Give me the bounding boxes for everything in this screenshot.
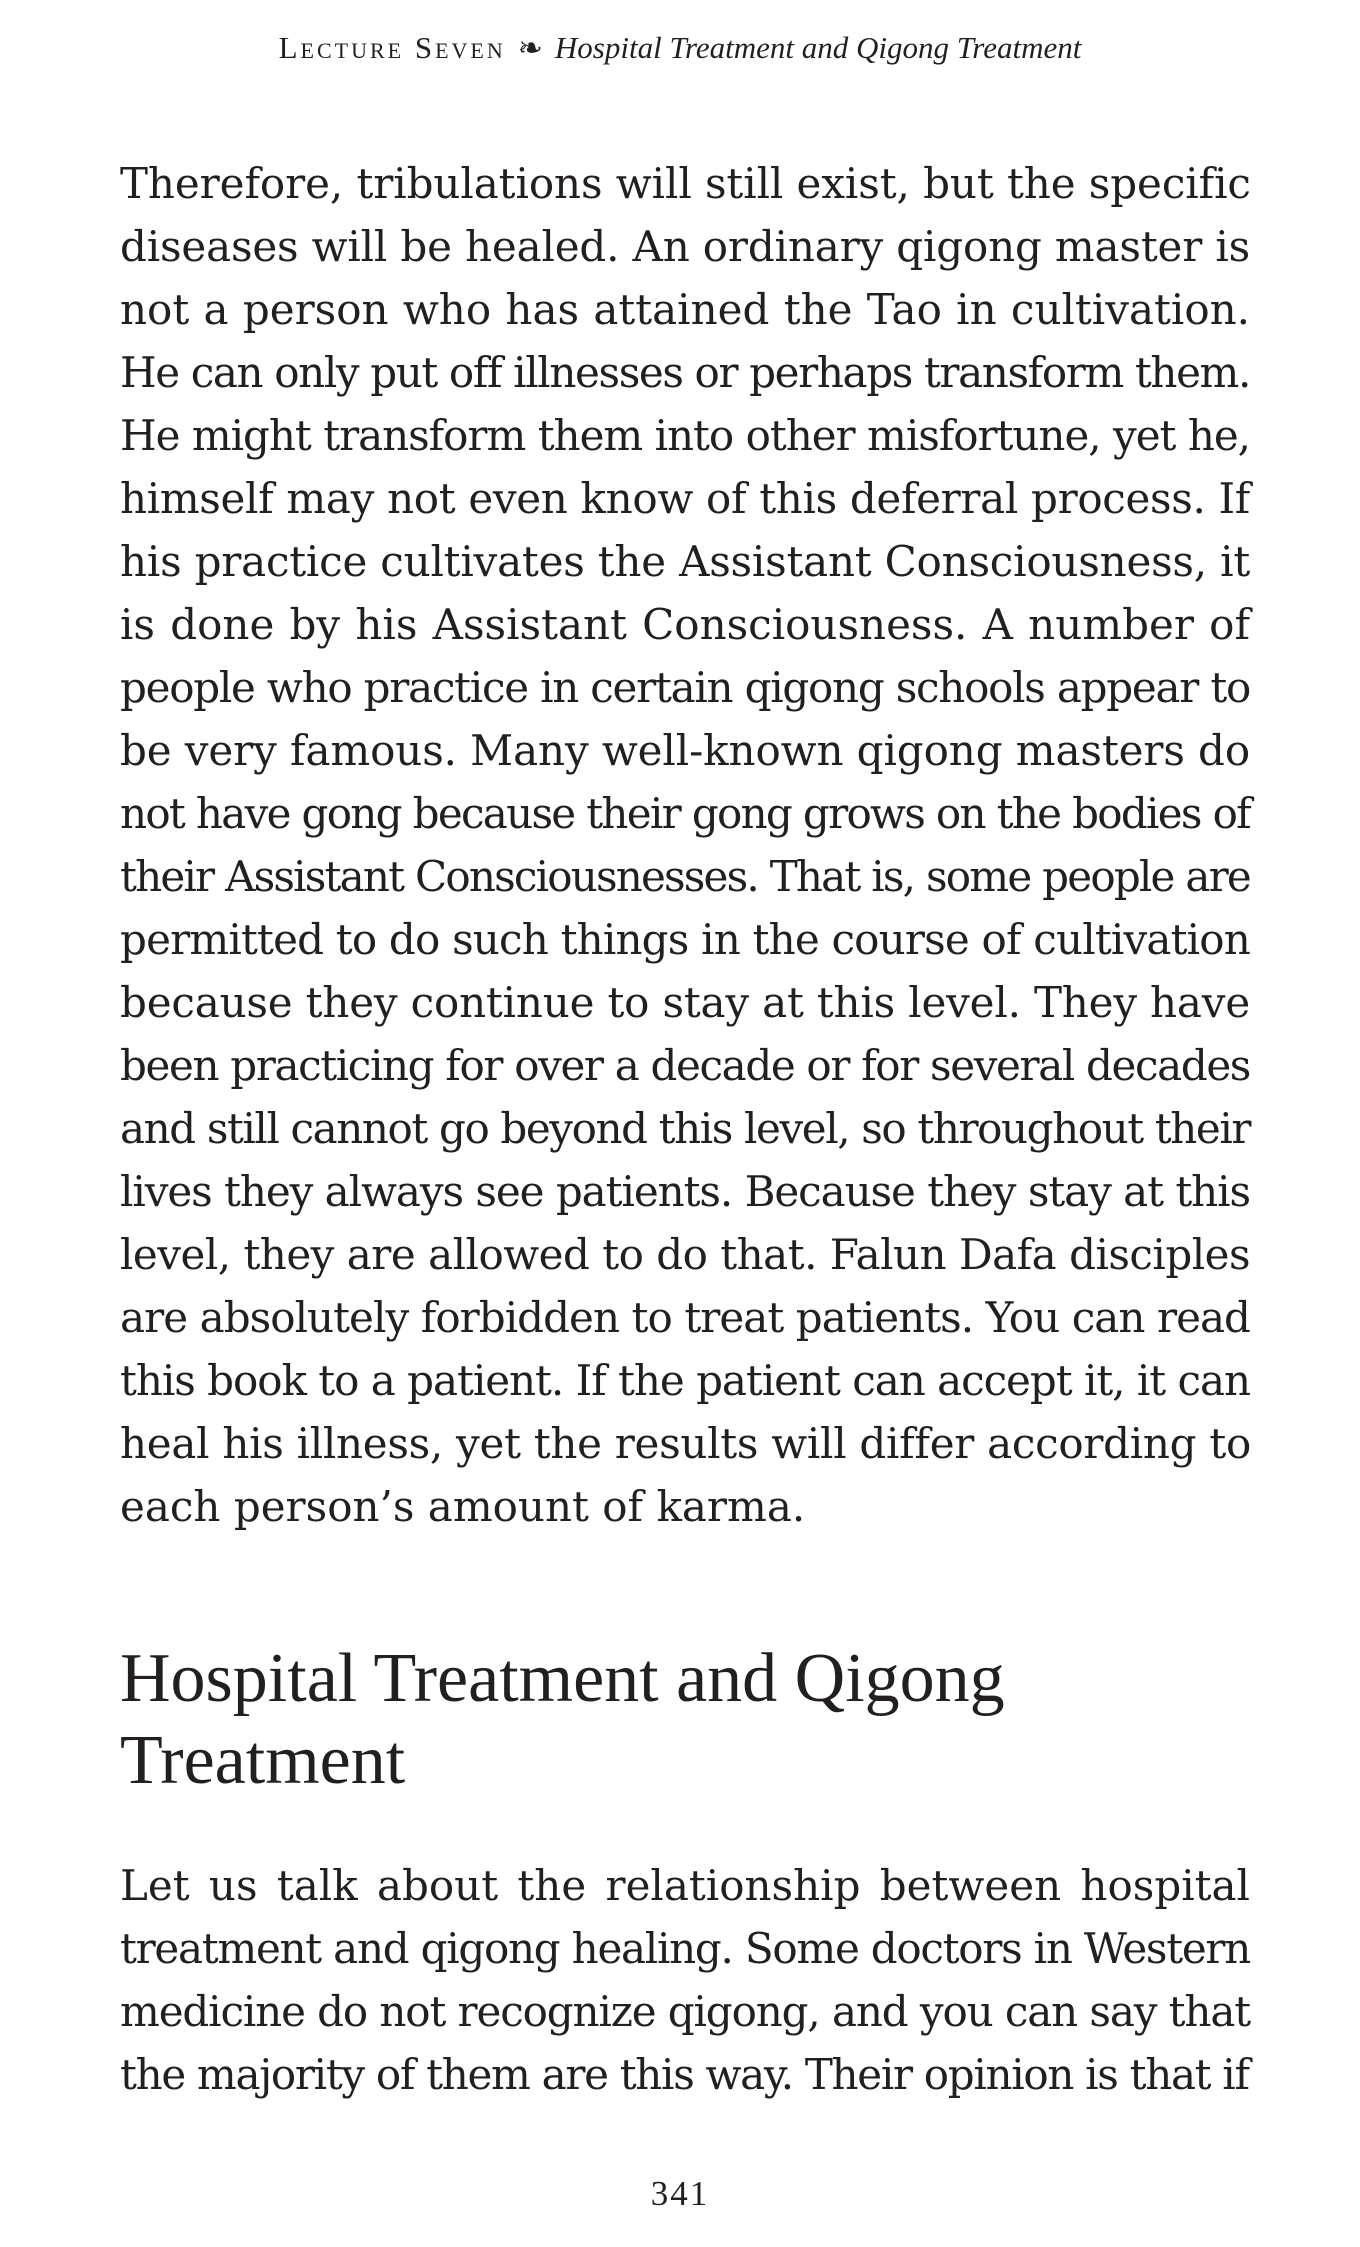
text-line: lives they always see patients. Because they stay at this <box>120 1167 1250 1216</box>
text-line: He can only put off illnesses or perhaps transform them. <box>120 348 1250 397</box>
text-line: not a person who has attained the Tao in cultivation. <box>120 285 1250 334</box>
text-line: his practice cultivates the Assistant Consciousness, it <box>120 537 1250 586</box>
text-line: be very famous. Many well-known qigong masters do <box>120 726 1250 775</box>
text-line: Let us talk about the relationship between hospital <box>120 1861 1250 1910</box>
fleuron-icon: ❧ <box>517 32 543 65</box>
paragraph-2-text <box>120 1854 1250 2106</box>
text-line: and still cannot go beyond this level, so throughout their <box>120 1104 1250 1153</box>
text-line: diseases will be healed. An ordinary qigong master is <box>120 222 1250 271</box>
text-line: himself may not even know of this deferral process. If <box>120 474 1250 523</box>
running-header <box>0 28 1360 69</box>
page-number: 341 <box>650 2174 710 2213</box>
body-paragraph-1 <box>120 152 1250 1538</box>
text-line: not have gong because their gong grows on the bodies of <box>120 789 1250 838</box>
text-line: are absolutely forbidden to treat patients. You can read <box>120 1293 1250 1342</box>
text-line: treatment and qigong healing. Some doctors in Western <box>120 1924 1250 1973</box>
section-heading-line: Hospital Treatment and Qigong <box>120 1640 1005 1717</box>
body-paragraph-2 <box>120 1854 1250 2106</box>
text-line: heal his illness, yet the results will differ according to <box>120 1419 1251 1468</box>
text-line: level, they are allowed to do that. Falun Dafa disciples <box>120 1230 1250 1279</box>
running-header-section: Hospital Treatment and Qigong Treatment <box>554 30 1082 65</box>
text-line: this book to a patient. If the patient can accept it, it can <box>120 1356 1250 1405</box>
paragraph-1-text <box>120 152 1250 1538</box>
running-header-lecture: Lecture Seven <box>278 30 506 65</box>
section-heading-line: Treatment <box>120 1722 406 1799</box>
text-line: medicine do not recognize qigong, and you can say that <box>120 1987 1250 2036</box>
text-line: permitted to do such things in the course of cultivation <box>120 915 1250 964</box>
text-line: Therefore, tribulations will still exist, but the specific <box>120 159 1251 208</box>
text-line: been practicing for over a decade or for several decades <box>120 1041 1250 1090</box>
text-line: their Assistant Consciousnesses. That is, some people are <box>120 852 1250 901</box>
text-line: each person’s amount of karma. <box>120 1482 806 1531</box>
text-line: because they continue to stay at this level. They have <box>120 978 1250 1027</box>
text-line: the majority of them are this way. Their opinion is that if <box>120 2050 1249 2099</box>
text-line: He might transform them into other misfortune, yet he, <box>120 411 1250 460</box>
text-line: people who practice in certain qigong schools appear to <box>120 663 1250 712</box>
section-heading <box>120 1638 1250 1802</box>
text-line: is done by his Assistant Consciousness. A number of <box>120 600 1250 649</box>
